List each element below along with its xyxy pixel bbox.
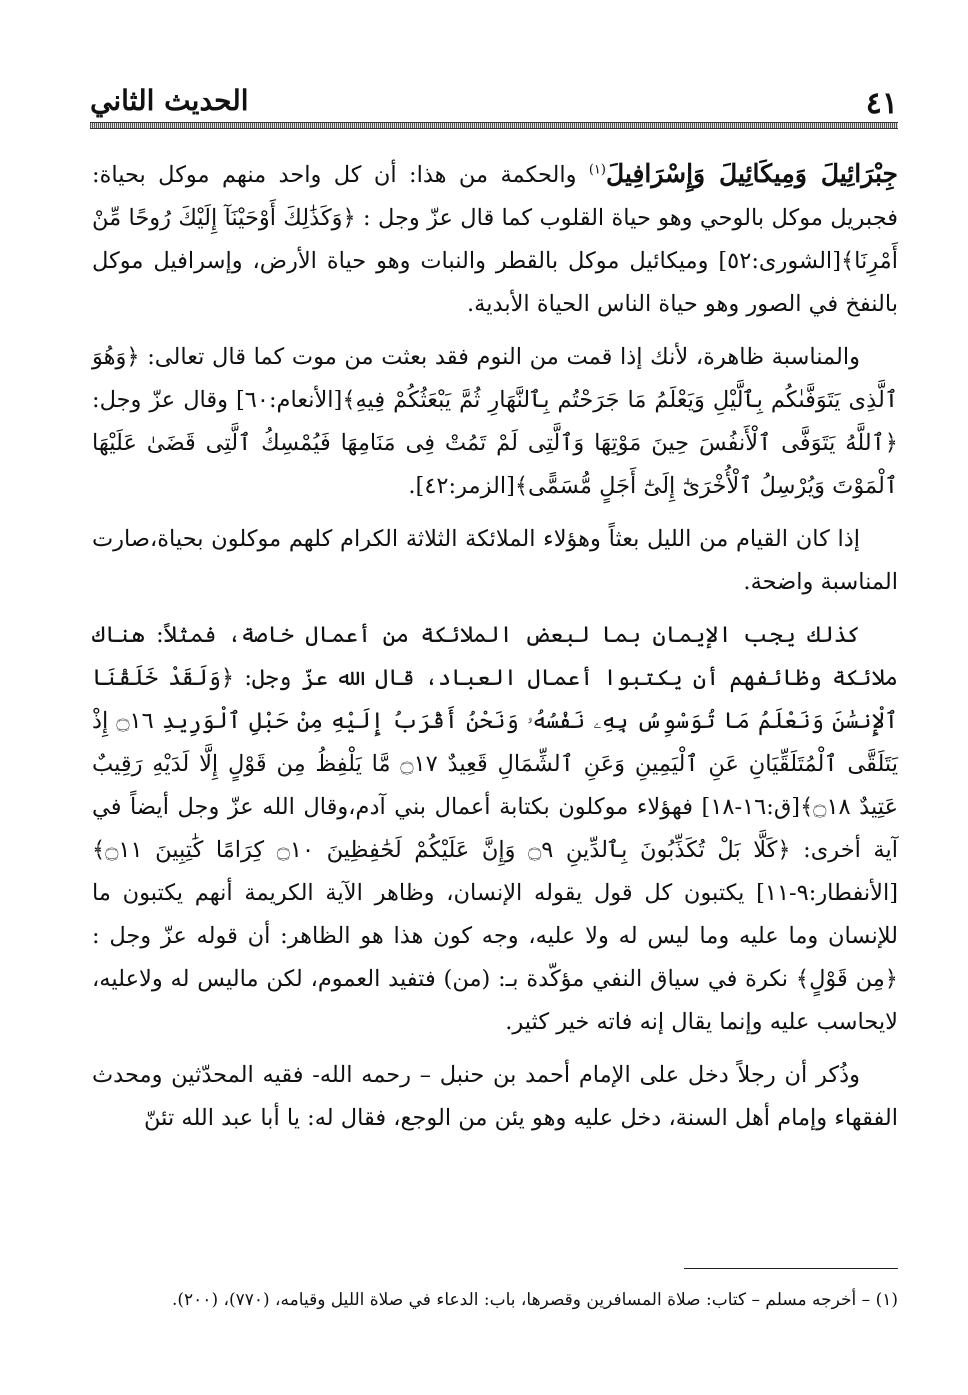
paragraph-2: والمناسبة ظاهرة، لأنك إذا قمت من النوم فقد بعثت من موت كما قال تعالى: ﴿وَهُوَ ٱلَّذِى يَتَوَفَّىٰكُم بِٱلَّيْلِ وَيَعْلَمُ مَا جَرَحْتُم بِٱلنَّهَارِ ثُمَّ يَبْعَثُكُمْ فِيهِ﴾[الأنعام:٦٠] وقال عزّ وجل: ﴿ٱللَّهُ يَتَوَفَّى ٱلْأَنفُسَ حِينَ مَوْتِهَا وَٱلَّتِى لَمْ تَمُتْ فِى مَنَامِهَا فَيُمْسِكُ ٱلَّتِى قَضَىٰ عَلَيْهَا ٱلْمَوْتَ وَيُرْسِلُ ٱلْأُخْرَىٰٓ إِلَىٰٓ أَجَلٍ مُّسَمًّى﴾[الزمر:٤٢].: [92, 344, 898, 499]
paragraph-1-text: والحكمة من هذا: أن كل واحد منهم موكل بحياة: فجبريل موكل بالوحي وهو حياة القلوب كما قال عزّ وجل : ﴿وَكَذَٰلِكَ أَوْحَيْنَآ إِلَيْكَ رُوحًا مِّنْ أَمْرِنَا﴾[الشورى:٥٢] وميكائيل موكل بالقطر والنبات وهو حياة الأرض، وإسرافيل موكل بالنفخ في الصور وهو حياة الناس الحياة الأبدية.: [92, 162, 898, 317]
paragraph-1: [92, 152, 898, 326]
angel-names: جِبْرَائِيلَ وَمِيكَائِيلَ وَإِسْرَافِيلَ: [605, 159, 898, 188]
main-text: [92, 152, 898, 1150]
header-rule: [90, 122, 898, 129]
paragraph-4: كذلك يجب الإيمان بما لبعض الملائكة من أعمال خاصة، فمثلاً: هناك ملائكة وظائفهم أن يكتبوا أعمال العباد، قال الله عزّ وجل: ﴿وَلَقَدْ خَلَقْنَا ٱلْإِنسَٰنَ وَنَعْلَمُ مَا تُوَسْوِسُ بِهِۦ نَفْسُهُۥ وَنَحْنُ أَقْرَبُ إِلَيْهِ مِنْ حَبْلِ ٱلْوَرِيدِ ۝١٦ إِذْ يَتَلَقَّى ٱلْمُتَلَقِّيَانِ عَنِ ٱلْيَمِينِ وَعَنِ ٱلشِّمَالِ قَعِيدٌ ۝١٧ مَّا يَلْفِظُ مِن قَوْلٍ إِلَّا لَدَيْهِ رَقِيبٌ عَتِيدٌ ۝١٨﴾[ق:١٦-١٨] فهؤلاء موكلون بكتابة أعمال بني آدم،وقال الله عزّ وجل أيضاً في آية أخرى: ﴿كَلَّا بَلْ تُكَذِّبُونَ بِٱلدِّينِ ۝٩ وَإِنَّ عَلَيْكُمْ لَحَٰفِظِينَ ۝١٠ كِرَامًا كَٰتِبِينَ ۝١١﴾[الأنفطار:٩-١١] يكتبون كل قول يقوله الإنسان، وظاهر الآية الكريمة أنهم يكتبون ما للإنسان وما عليه وما ليس له ولا عليه، وجه كون هذا هو الظاهر: أن قوله عزّ وجل : ﴿مِن قَوْلٍ﴾ نكرة في سياق النفي مؤكّدة بـ: (من) فتفيد العموم، لكن ماليس له ولاعليه، لايحاسب عليه وإنما يقال إنه فاته خير كثير.: [92, 622, 899, 1035]
paragraph-5: وذُكر أن رجلاً دخل على الإمام أحمد بن حنبل – رحمه الله- فقيه المحدّثين ومحدث الفقهاء وإمام أهل السنة، دخل عليه وهو يئن من الوجع، فقال له: يا أبا عبد الله تئنّ: [92, 1062, 898, 1131]
footnote: (١) – أخرجه مسلم – كتاب: صلاة المسافرين وقصرها، باب: الدعاء في صلاة الليل وقيامه، (٧٧٠)، (٢٠٠).: [172, 1290, 898, 1310]
paragraph-3: إذا كان القيام من الليل بعثاً وهؤلاء الملائكة الثلاثة الكرام كلهم موكلون بحياة،صارت المناسبة واضحة.: [92, 526, 898, 595]
footnote-rule: [684, 1268, 898, 1269]
page-header: [90, 78, 898, 122]
running-title: الحديث الثاني: [90, 84, 249, 117]
footnote-reference: (١): [588, 162, 606, 178]
page-number: ٤١: [865, 86, 898, 121]
